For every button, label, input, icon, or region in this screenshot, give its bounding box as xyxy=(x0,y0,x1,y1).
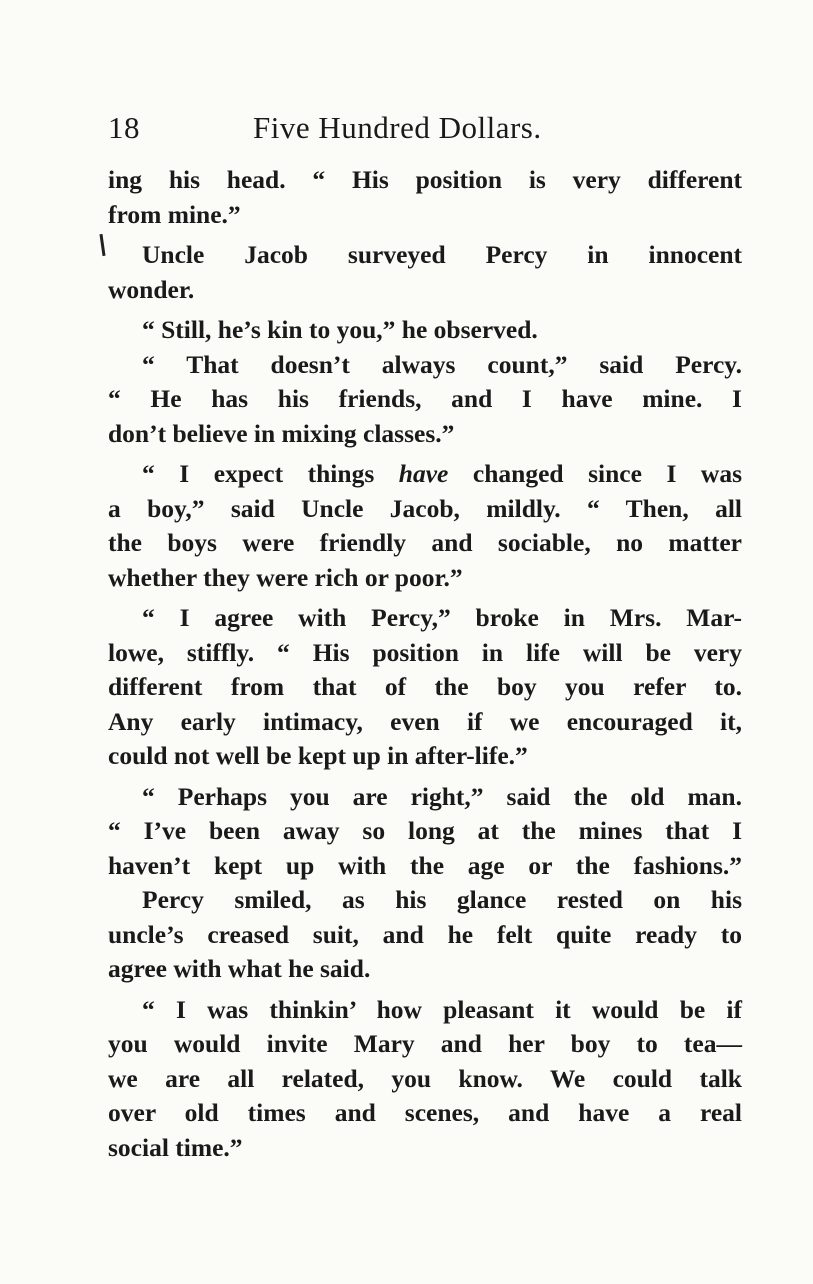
text-line: different from that of the boy you refer to. xyxy=(108,672,742,701)
text-line: whether they were rich or poor.” xyxy=(108,562,463,592)
text-line: “ Still, he’s kin to you,” he observed. xyxy=(142,315,538,344)
emphasis: have xyxy=(398,459,449,488)
text-line: wonder. xyxy=(108,274,195,304)
text-line: social time.” xyxy=(108,1132,243,1162)
text-line: “ I agree with Percy,” broke in Mrs. Mar- xyxy=(142,603,742,632)
text-line: “ I’ve been away so long at the mines that I xyxy=(108,816,742,845)
text-line: could not well be kept up in after-life.” xyxy=(108,741,528,770)
text-line xyxy=(108,457,742,492)
text-line: Any early intimacy, even if we encouraged it, xyxy=(108,706,742,736)
text-line: over old times and scenes, and have a real xyxy=(108,1098,742,1127)
text-line: “ That doesn’t always count,” said Percy. xyxy=(142,349,742,379)
text-line: don’t believe in mixing classes.” xyxy=(108,418,455,448)
running-title: Five Hundred Dollars. xyxy=(253,110,542,145)
text-line: haven’t kept up with the age or the fashions.” xyxy=(108,850,742,880)
page-number: 18 xyxy=(108,110,140,145)
text-line: “ He has his friends, and I have mine. I xyxy=(108,384,742,413)
running-header xyxy=(108,108,542,148)
text-run: changed since I was xyxy=(448,459,742,488)
pencil-mark xyxy=(99,234,105,256)
text-run: “ I expect things xyxy=(142,459,399,488)
body-text xyxy=(108,163,742,1165)
text-line: “ I was thinkin’ how pleasant it would be if xyxy=(142,994,742,1024)
text-line: you would invite Mary and her boy to tea— xyxy=(108,1029,742,1058)
text-line: from mine.” xyxy=(108,199,241,229)
text-line: uncle’s creased suit, and he felt quite ready to xyxy=(108,919,742,949)
text-line: the boys were friendly and sociable, no matter xyxy=(108,528,742,557)
text-line: we are all related, you know. We could talk xyxy=(108,1063,742,1093)
text-line: ing his head. “ His position is very different xyxy=(108,165,742,194)
text-line: a boy,” said Uncle Jacob, mildly. “ Then, all xyxy=(108,493,742,523)
text-line: agree with what he said. xyxy=(108,954,371,983)
text-line: Uncle Jacob surveyed Percy in innocent xyxy=(142,240,742,269)
text-line: lowe, stiffly. “ His position in life will be very xyxy=(108,637,742,667)
text-line: “ Perhaps you are right,” said the old man. xyxy=(142,781,742,811)
text-line: Percy smiled, as his glance rested on his xyxy=(142,885,742,914)
